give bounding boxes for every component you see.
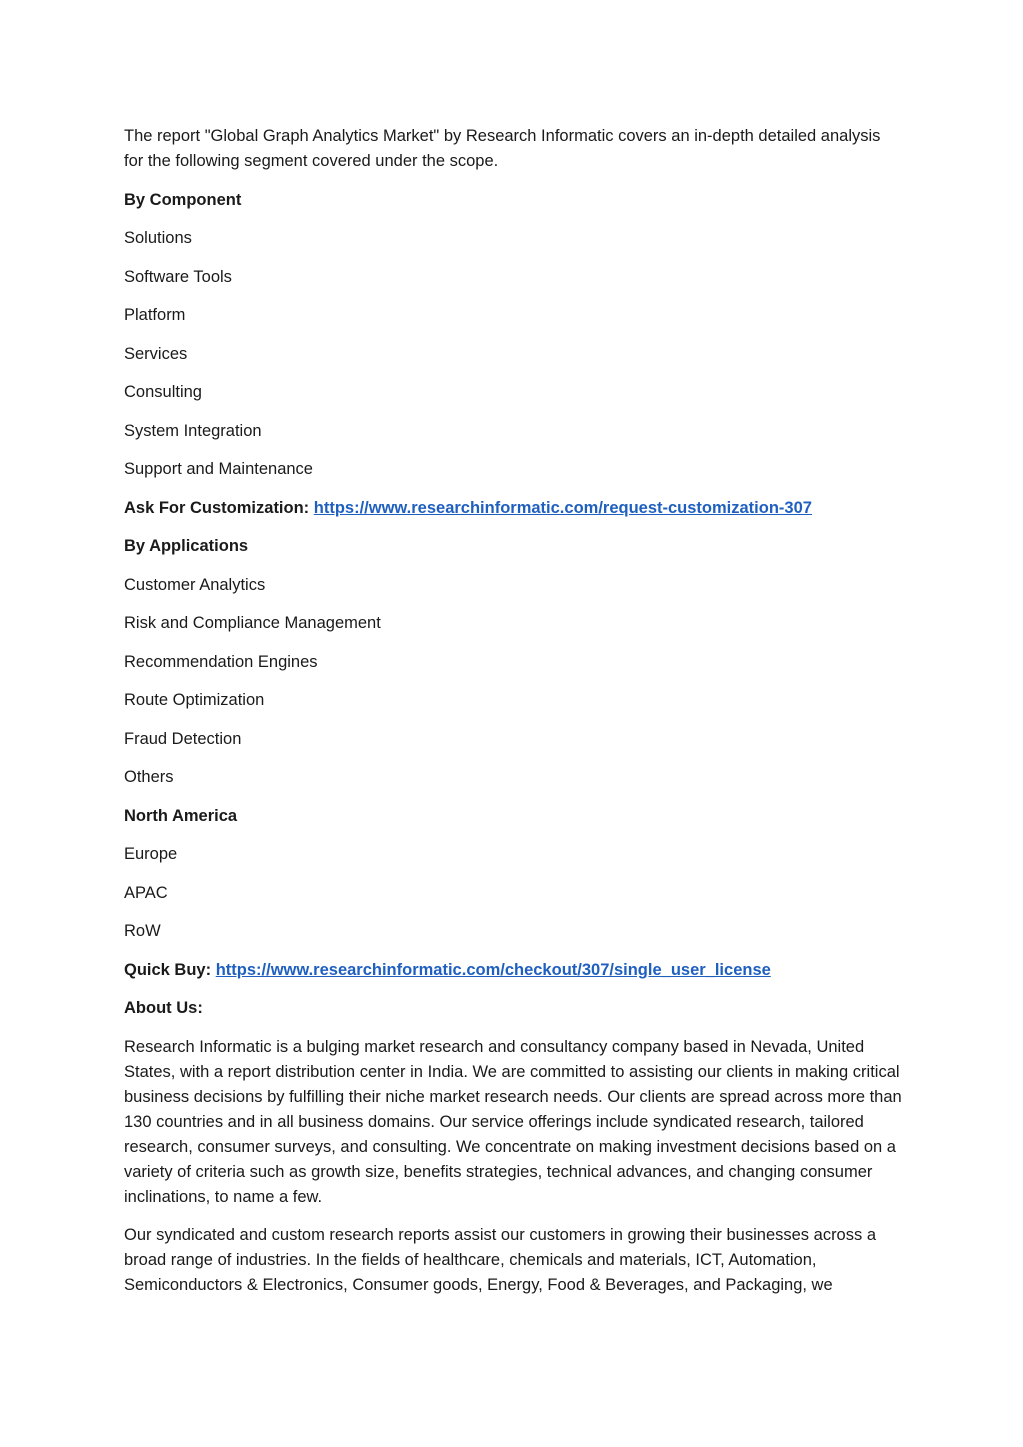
component-item-platform: Platform <box>124 306 186 324</box>
component-item-consulting: Consulting <box>124 383 202 401</box>
application-item-others: Others <box>124 768 174 786</box>
application-item-risk-compliance: Risk and Compliance Management <box>124 614 381 632</box>
component-item-software-tools: Software Tools <box>124 267 232 286</box>
application-item-customer-analytics: Customer Analytics <box>124 575 266 594</box>
quick-buy-label: Quick Buy: <box>124 960 212 979</box>
customization-line <box>124 496 904 521</box>
application-item-route-optimization: Route Optimization <box>124 691 265 709</box>
region-item-apac: APAC <box>124 883 168 902</box>
quick-buy-link[interactable]: https://www.researchinformatic.com/checkout/307/single_user_license <box>215 960 771 979</box>
component-item-support-maintenance: Support and Maintenance <box>124 460 313 478</box>
by-applications-heading: By Applications <box>124 537 249 555</box>
component-item-system-integration: System Integration <box>124 421 262 440</box>
about-paragraph-2: Our syndicated and custom research reports assist our customers in growing their businesses across a broad range of industries. In the fields of healthcare, chemicals and materials, ICT, Automation, Semiconductors & Electronics, Consumer goods, Energy, Food & Beverages, and Packaging, we <box>124 1226 876 1294</box>
region-item-row: RoW <box>124 922 161 940</box>
component-item-solutions: Solutions <box>124 229 192 247</box>
customization-link[interactable]: https://www.researchinformatic.com/request-customization-307 <box>313 498 812 517</box>
by-component-heading: By Component <box>124 190 242 209</box>
application-item-fraud-detection: Fraud Detection <box>124 729 242 748</box>
quick-buy-line <box>124 958 904 983</box>
about-paragraph-1: Research Informatic is a bulging market research and consultancy company based in Nevada, United States, with a report distribution center in India. We are committed to assisting our clients in making critical business decisions by fulfilling their niche market research needs. Our clients are spread across more than 130 countries and in all business domains. Our service offerings include syndicated research, tailored research, consumer surveys, and consulting. We concentrate on making investment decisions based on a variety of criteria such as growth size, benefits strategies, technical advances, and changing consumer inclinations, to name a few. <box>124 1037 902 1206</box>
about-us-heading: About Us: <box>124 999 203 1017</box>
customization-label: Ask For Customization: <box>124 498 310 517</box>
application-item-recommendation-engines: Recommendation Engines <box>124 652 318 671</box>
component-item-services: Services <box>124 344 188 363</box>
intro-paragraph: The report "Global Graph Analytics Market" by Research Informatic covers an in-depth detailed analysis for the following segment covered under the scope. <box>124 127 881 170</box>
document-page <box>124 124 904 1312</box>
region-heading-north-america: North America <box>124 806 238 825</box>
region-item-europe: Europe <box>124 845 178 863</box>
